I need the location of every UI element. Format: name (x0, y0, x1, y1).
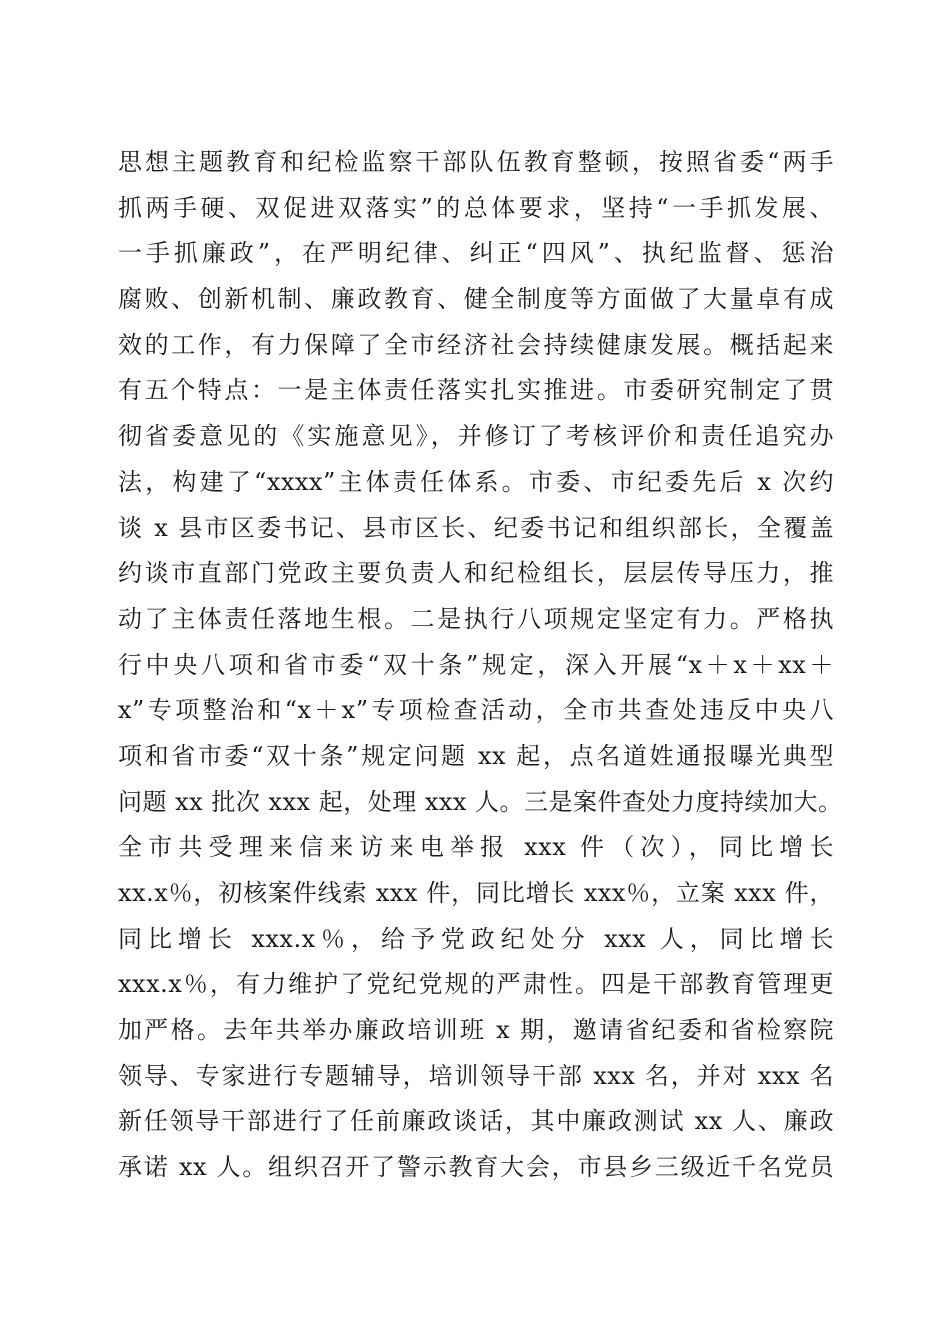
body-paragraph (118, 140, 843, 1191)
text-line: 动了主体责任落地生根。二是执行八项规定坚定有力。严格执 (118, 604, 834, 633)
text-line: 新任领导干部进行了任前廉政谈话，其中廉政测试 xx 人、廉政 (118, 1107, 834, 1136)
text-line: 彻省委意见的《实施意见》，并修订了考核评价和责任追究办 (118, 422, 834, 451)
text-line: 效的工作，有力保障了全市经济社会持续健康发展。概括起来 (118, 330, 834, 359)
text-line: 谈 x 县市区委书记、县市区长、纪委书记和组织部长，全覆盖 (118, 513, 834, 542)
text-line: x”专项整治和“x＋x”专项检查活动，全市共查处违反中央八 (118, 696, 834, 725)
text-line: 承诺 xx 人。组织召开了警示教育大会，市县乡三级近千名党员 (118, 1153, 834, 1182)
text-line: 问题 xx 批次 xxx 起，处理 xxx 人。三是案件查处力度持续加大。 (118, 787, 843, 816)
text-line: 项和省市委“双十条”规定问题 xx 起，点名道姓通报曝光典型 (118, 741, 834, 770)
text-line: 行中央八项和省市委“双十条”规定，深入开展“x＋x＋xx＋ (118, 650, 834, 679)
text-line: 全市共受理来信来访来电举报 xxx 件（次），同比增长 (118, 833, 834, 862)
text-line: 抓两手硬、双促进双落实”的总体要求，坚持“一手抓发展、 (118, 193, 834, 222)
text-line: 有五个特点：一是主体责任落实扎实推进。市委研究制定了贯 (118, 376, 834, 405)
text-line: xx.x％，初核案件线索 xxx 件，同比增长 xxx％，立案 xxx 件， (118, 879, 834, 907)
text-line: 一手抓廉政”，在严明纪律、纠正“四风”、执纪监督、惩治 (118, 239, 834, 268)
text-line: 同比增长 xxx.x％，给予党政纪处分 xxx 人，同比增长 (118, 924, 834, 953)
text-line: 约谈市直部门党政主要负责人和纪检组长，层层传导压力，推 (118, 559, 834, 588)
text-line: 领导、专家进行专题辅导，培训领导干部 xxx 名，并对 xxx 名 (118, 1061, 834, 1090)
text-line: 法，构建了“xxxx”主体责任体系。市委、市纪委先后 x 次约 (118, 467, 834, 496)
text-line: xxx.x％，有力维护了党纪党规的严肃性。四是干部教育管理更 (118, 970, 834, 999)
text-line: 腐败、创新机制、廉政教育、健全制度等方面做了大量卓有成 (118, 285, 834, 314)
text-line: 思想主题教育和纪检监察干部队伍教育整顿，按照省委“两手 (118, 148, 834, 176)
text-line: 加严格。去年共举办廉政培训班 x 期，邀请省纪委和省检察院 (118, 1016, 834, 1045)
